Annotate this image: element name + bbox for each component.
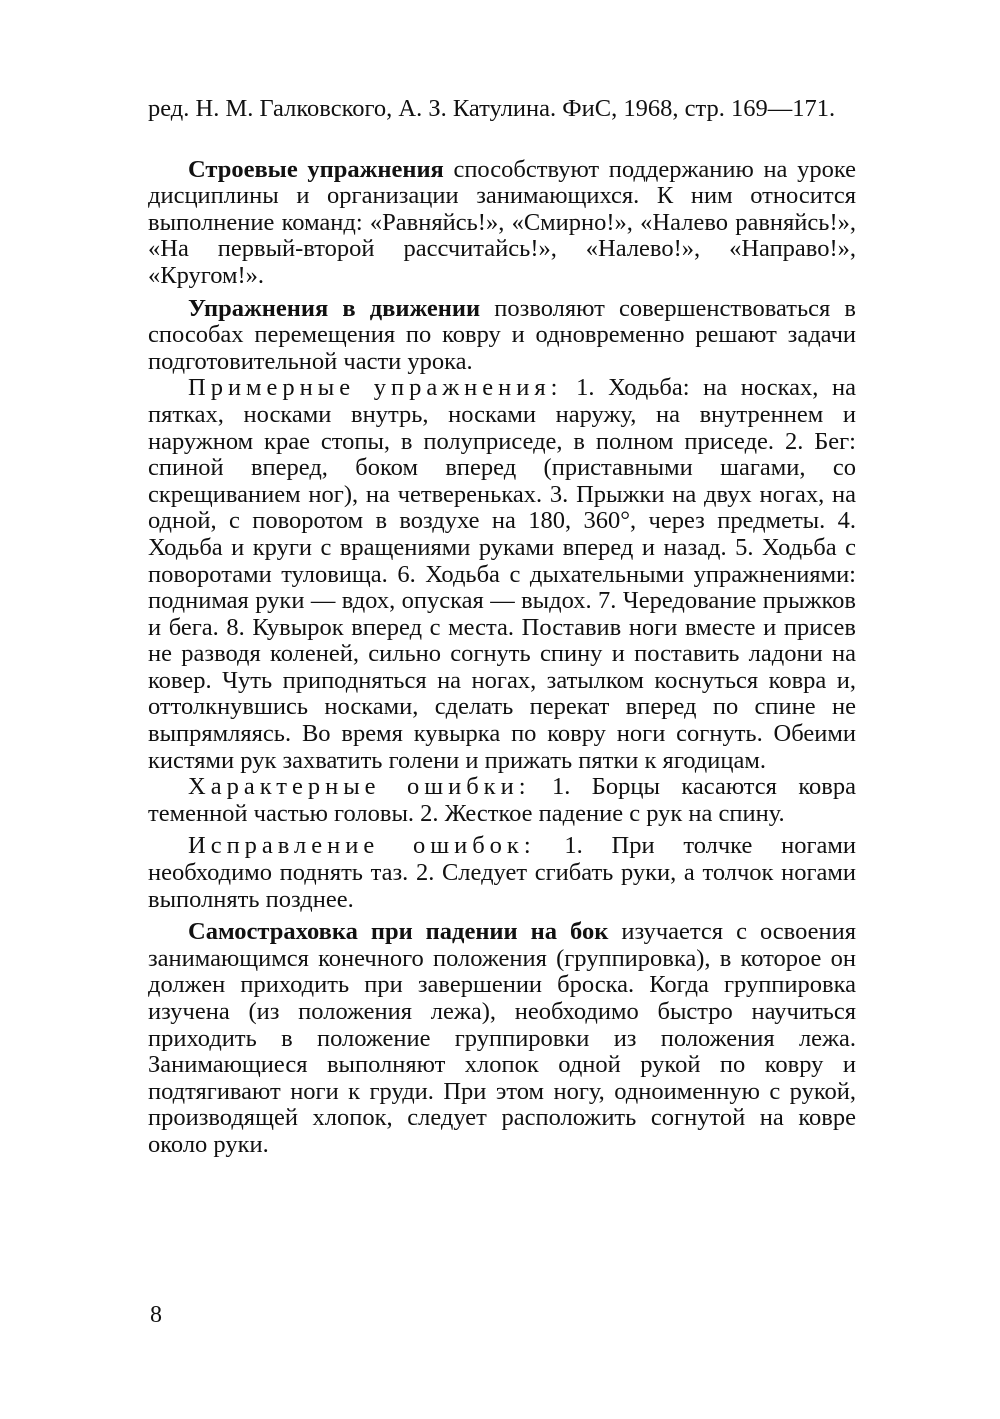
paragraph-error-corrections <box>148 833 856 913</box>
corrections-text: 1. При толчке ногами необходимо поднять таз. 2. Следует сгибать руки, а толчок ногами выполнять позднее. <box>148 832 856 913</box>
self-insurance-heading: Самостраховка при падении на бок <box>188 918 609 946</box>
paragraph-example-exercises <box>148 375 856 774</box>
movement-heading: Упражнения в движении <box>188 294 481 322</box>
paragraph-drill-exercises <box>148 157 856 290</box>
reference-line: ред. Н. М. Галковского, А. З. Катулина. ФиС, 1968, стр. 169—171. <box>148 95 836 122</box>
errors-heading: Характерные ошибки: <box>188 773 531 801</box>
page-number: 8 <box>150 1302 162 1328</box>
self-insurance-text: изучается с освоения занимающимся конечного положения (группировка), в которое он должен приходить при завершении броска. Когда группировка изучена (из положения лежа), необходимо быстро научиться приходить в положение группировки из положения лежа. Занимающиеся выполняют хлопок одной рукой по ковру и подтягивают ноги к груди. При этом ногу, одноименную с рукой, производящей хлопок, следует расположить согнутой на ковре около руки. <box>148 918 856 1158</box>
paragraph-typical-errors <box>148 774 856 827</box>
page-body <box>148 96 856 1159</box>
drill-heading: Строевые упражнения <box>188 155 444 183</box>
drill-text: способствуют поддержанию на уроке дисциплины и организации занимающихся. К ним относится выполнение команд: «Равняйсь!», «Смирно!», «Налево равняйсь!», «На первый-второй рассчитайсь!», «Налево!», «Направо!», «Кругом!». <box>148 155 856 289</box>
errors-text: 1. Борцы касаются ковра теменной частью головы. 2. Жесткое падение с рук на спину. <box>148 773 856 827</box>
examples-heading: Примерные упражнения: <box>188 374 563 402</box>
movement-text: позволяют совершенствоваться в способах перемещения по ковру и одновременно решают задачи подготовительной части урока. <box>148 294 856 375</box>
paragraph-movement-exercises <box>148 296 856 376</box>
examples-text: 1. Ходьба: на носках, на пятках, носками внутрь, носками наружу, на внутреннем и наружном крае стопы, в полуприседе, в полном приседе. 2. Бег: спиной вперед, боком вперед (приставными шагами, со скрещиванием ног), на четвереньках. 3. Прыжки на двух ногах, на одной, с поворотом в воздухе на 180, 360°, через предметы. 4. Ходьба и круги с вращениями руками вперед и назад. 5. Ходьба с поворотами туловища. 6. Ходьба с дыхательными упражнениями: поднимая руки — вдох, опуская — выдох. 7. Чередование прыжков и бега. 8. Кувырок вперед с места. Поставив ноги вместе и присев не разводя коленей, сильно согнуть спину и поставить ладони на ковер. Чуть приподняться на ногах, затылком коснуться ковра и, оттолкнувшись носками, сделать перекат вперед по спине не выпрямляясь. Во время кувырка по ковру ноги согнуть. Обеими кистями рук захватить голени и прижать пятки к ягодицам. <box>148 374 857 774</box>
paragraph-self-insurance <box>148 919 856 1158</box>
corrections-heading: Исправление ошибок: <box>188 832 536 860</box>
